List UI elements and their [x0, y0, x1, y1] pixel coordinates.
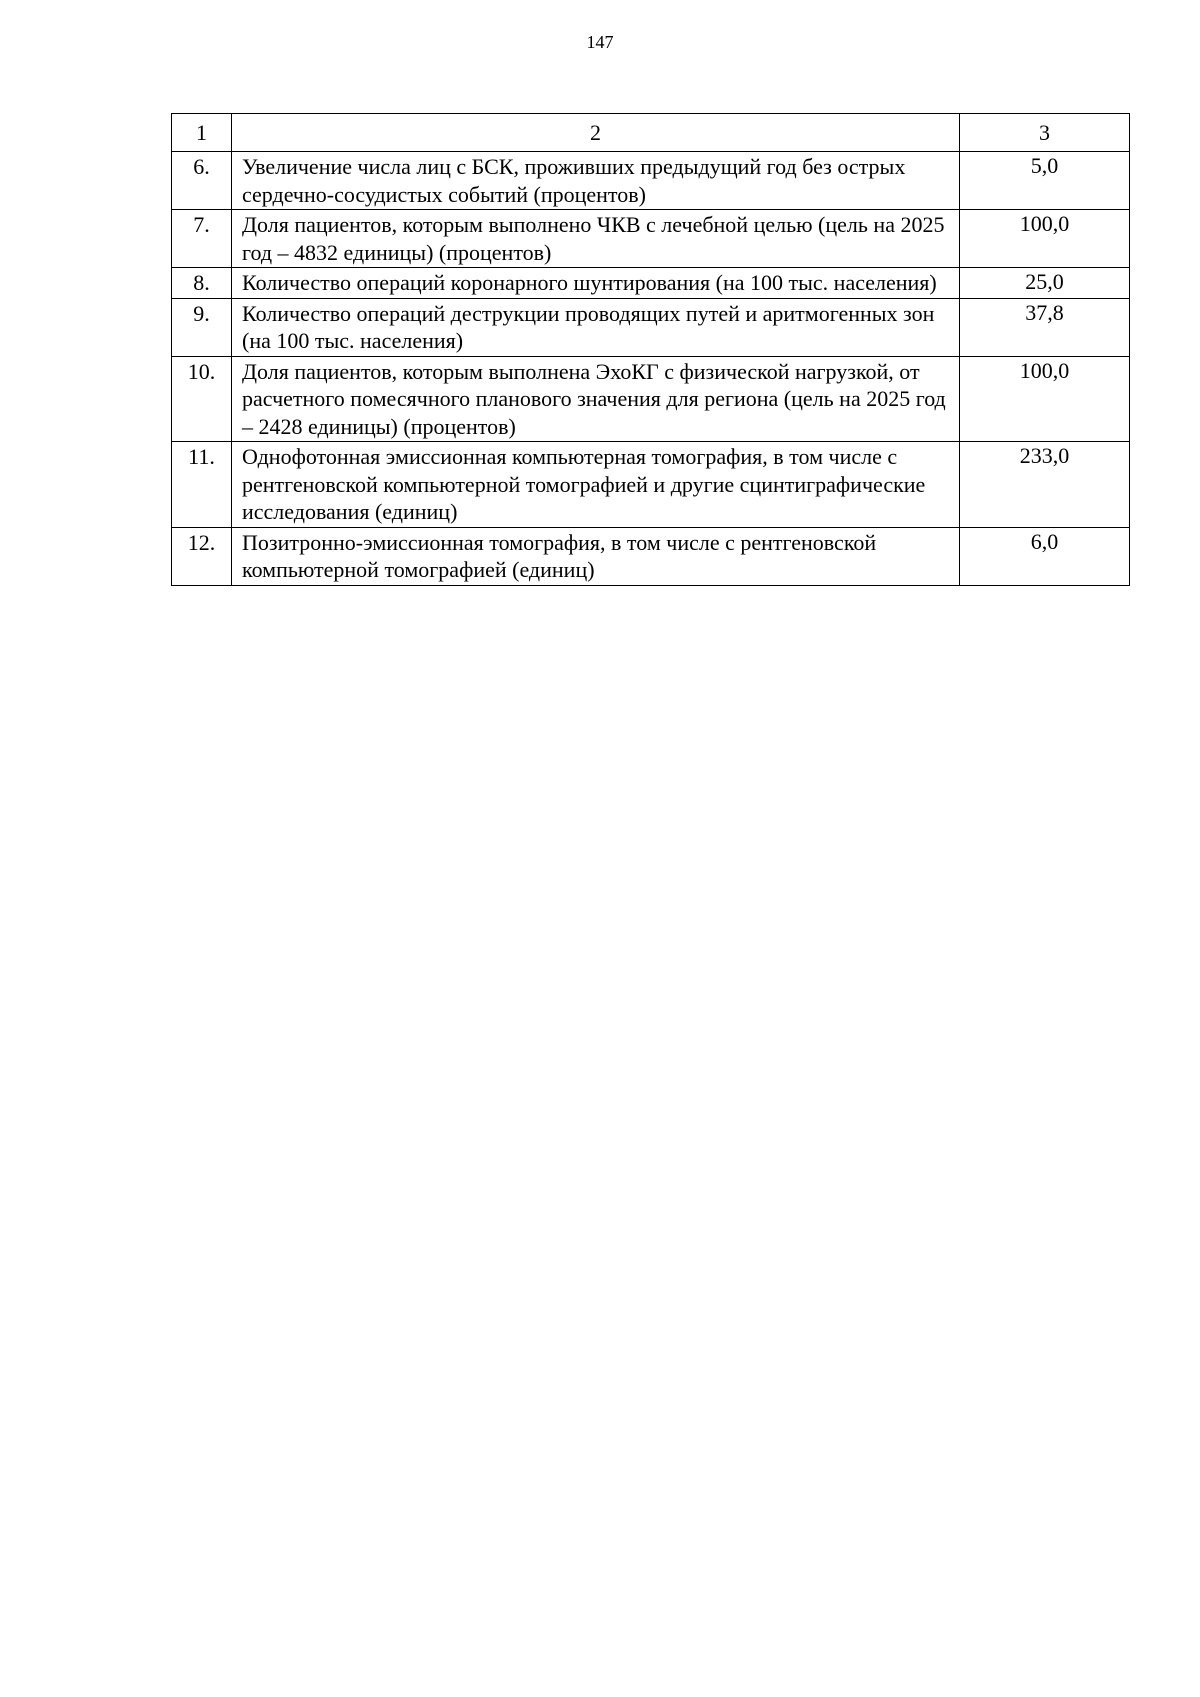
row-value: 6,0 [960, 527, 1130, 585]
row-number: 12. [172, 527, 232, 585]
row-value: 233,0 [960, 442, 1130, 528]
table-row [172, 152, 1130, 210]
row-description: Доля пациентов, которым выполнено ЧКВ с лечебной целью (цель на 2025 год – 4832 единицы) (процентов) [232, 210, 960, 268]
row-number: 8. [172, 268, 232, 299]
row-number: 10. [172, 356, 232, 442]
column-header-number: 1 [172, 114, 232, 152]
indicators-table [171, 113, 1130, 586]
column-header-description: 2 [232, 114, 960, 152]
table-row [172, 210, 1130, 268]
row-number: 11. [172, 442, 232, 528]
table-row [172, 442, 1130, 528]
row-description: Увеличение числа лиц с БСК, проживших предыдущий год без острых сердечно-сосудистых событий (процентов) [232, 152, 960, 210]
row-description: Однофотонная эмиссионная компьютерная томография, в том числе с рентгеновской компьютерной томографией и другие сцинтиграфические исследования (единиц) [232, 442, 960, 528]
row-number: 9. [172, 298, 232, 356]
page-number: 147 [586, 32, 614, 52]
table-row [172, 298, 1130, 356]
row-description: Количество операций деструкции проводящих путей и аритмогенных зон (на 100 тыс. населения) [232, 298, 960, 356]
row-description: Количество операций коронарного шунтирования (на 100 тыс. населения) [232, 268, 960, 299]
table-header-row [172, 114, 1130, 152]
row-description: Доля пациентов, которым выполнена ЭхоКГ с физической нагрузкой, от расчетного помесячного планового значения для региона (цель на 2025 год – 2428 единицы) (процентов) [232, 356, 960, 442]
column-header-value: 3 [960, 114, 1130, 152]
table-row [172, 268, 1130, 299]
table-row [172, 356, 1130, 442]
row-value: 25,0 [960, 268, 1130, 299]
row-number: 7. [172, 210, 232, 268]
row-value: 100,0 [960, 210, 1130, 268]
row-value: 100,0 [960, 356, 1130, 442]
row-value: 37,8 [960, 298, 1130, 356]
row-number: 6. [172, 152, 232, 210]
row-description: Позитронно-эмиссионная томография, в том числе с рентгеновской компьютерной томографией (единиц) [232, 527, 960, 585]
row-value: 5,0 [960, 152, 1130, 210]
table-row [172, 527, 1130, 585]
